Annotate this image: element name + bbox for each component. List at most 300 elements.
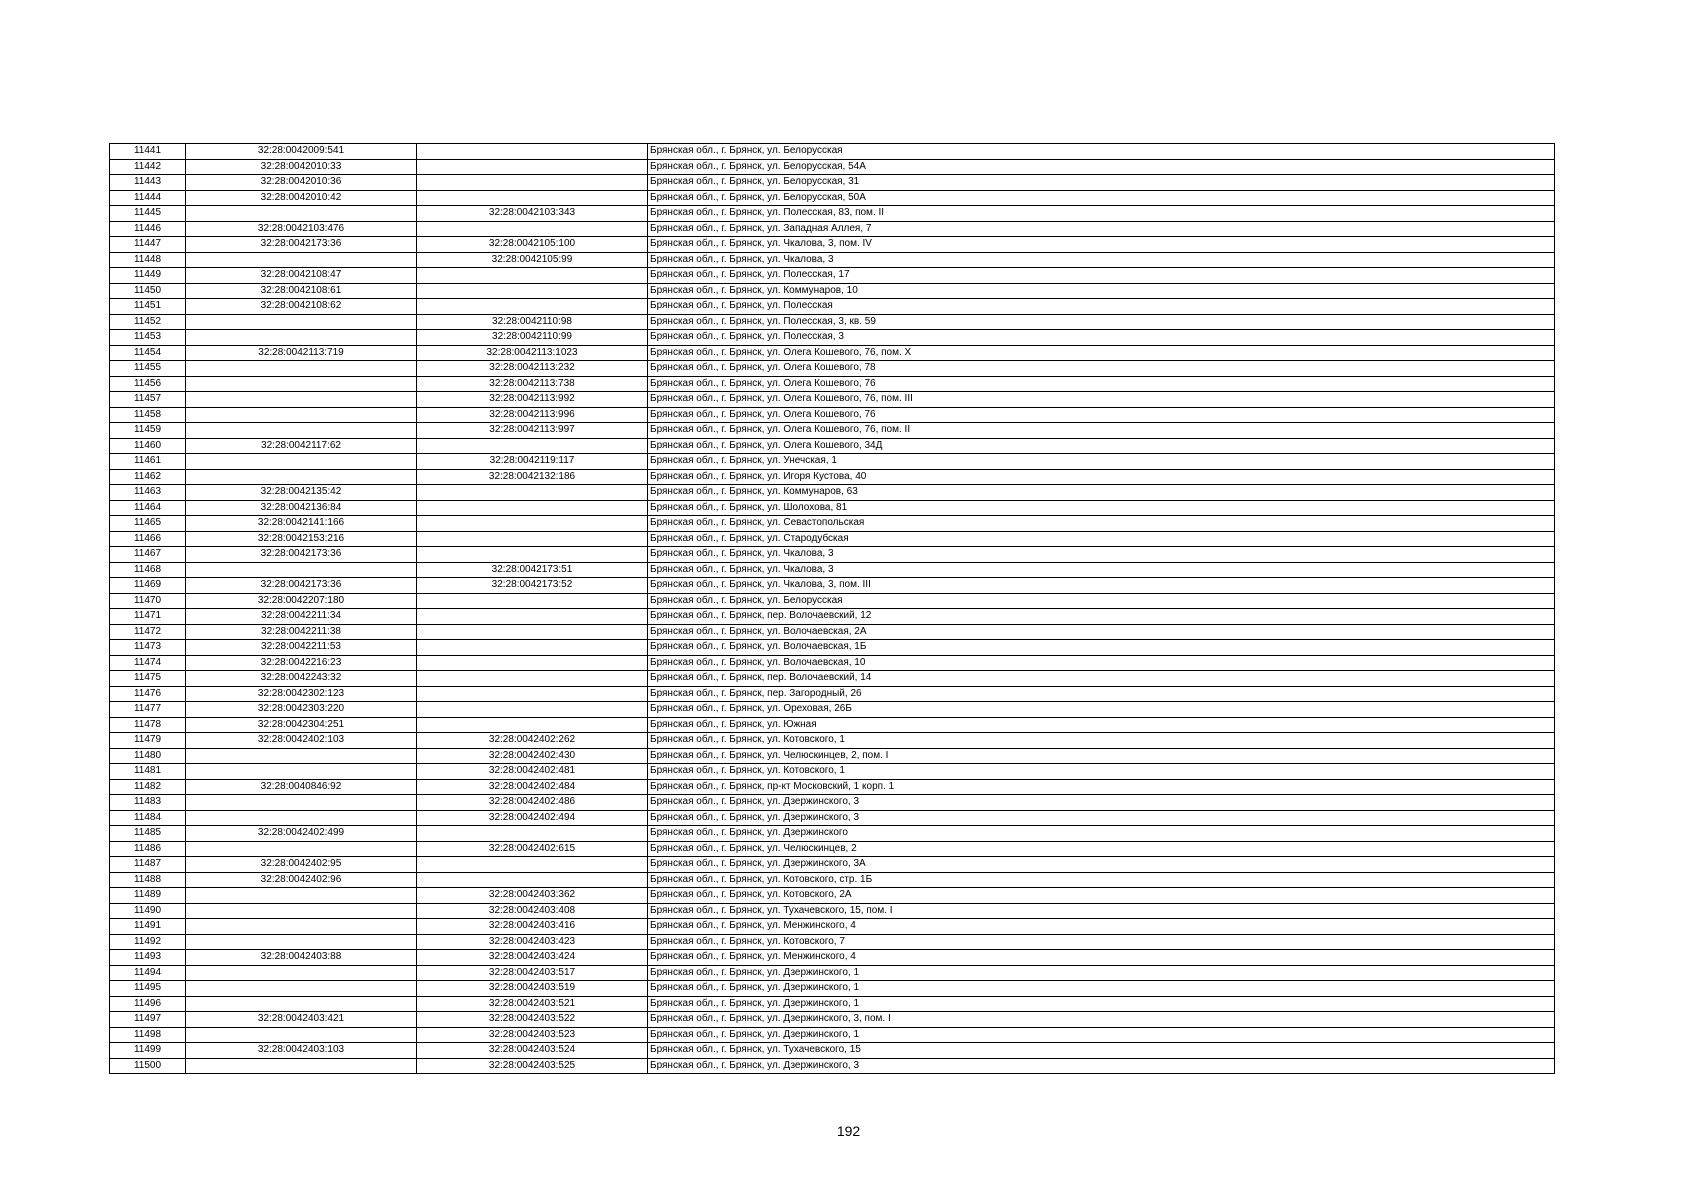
row-number-cell: 11466 xyxy=(110,531,186,547)
row-number-cell: 11446 xyxy=(110,221,186,237)
address-cell: Брянская обл., г. Брянск, ул. Белорусская xyxy=(648,593,1555,609)
table-row xyxy=(110,485,1555,501)
table-row xyxy=(110,516,1555,532)
table-row xyxy=(110,469,1555,485)
cadastral-number-cell xyxy=(186,748,417,764)
related-cadastral-number-cell: 32:28:0042402:430 xyxy=(417,748,648,764)
related-cadastral-number-cell: 32:28:0042113:992 xyxy=(417,392,648,408)
table-row xyxy=(110,950,1555,966)
cadastral-number-cell: 32:28:0042108:62 xyxy=(186,299,417,315)
related-cadastral-number-cell: 32:28:0042402:486 xyxy=(417,795,648,811)
address-cell: Брянская обл., г. Брянск, ул. Чкалова, 3 xyxy=(648,562,1555,578)
table-row xyxy=(110,919,1555,935)
row-number-cell: 11445 xyxy=(110,206,186,222)
cadastral-number-cell: 32:28:0042108:47 xyxy=(186,268,417,284)
table-row xyxy=(110,438,1555,454)
address-cell: Брянская обл., г. Брянск, ул. Тухачевского, 15 xyxy=(648,1043,1555,1059)
table-row xyxy=(110,1043,1555,1059)
address-cell: Брянская обл., г. Брянск, ул. Чкалова, 3 xyxy=(648,547,1555,563)
row-number-cell: 11441 xyxy=(110,144,186,160)
table-row xyxy=(110,779,1555,795)
table-row xyxy=(110,578,1555,594)
related-cadastral-number-cell: 32:28:0042403:522 xyxy=(417,1012,648,1028)
address-cell: Брянская обл., г. Брянск, ул. Чкалова, 3, пом. III xyxy=(648,578,1555,594)
cadastral-number-cell: 32:28:0042303:220 xyxy=(186,702,417,718)
cadastral-number-cell: 32:28:0042103:476 xyxy=(186,221,417,237)
cadastral-number-cell: 32:28:0042402:95 xyxy=(186,857,417,873)
row-number-cell: 11484 xyxy=(110,810,186,826)
cadastral-number-cell xyxy=(186,965,417,981)
related-cadastral-number-cell: 32:28:0042173:52 xyxy=(417,578,648,594)
cadastral-number-cell: 32:28:0042141:166 xyxy=(186,516,417,532)
cadastral-number-cell xyxy=(186,764,417,780)
cadastral-number-cell xyxy=(186,206,417,222)
address-cell: Брянская обл., г. Брянск, ул. Менжинского, 4 xyxy=(648,950,1555,966)
related-cadastral-number-cell: 32:28:0042403:424 xyxy=(417,950,648,966)
table-row xyxy=(110,640,1555,656)
address-cell: Брянская обл., г. Брянск, ул. Дзержинского, 3, пом. I xyxy=(648,1012,1555,1028)
address-cell: Брянская обл., г. Брянск, ул. Дзержинского xyxy=(648,826,1555,842)
address-cell: Брянская обл., г. Брянск, пер. Загородный, 26 xyxy=(648,686,1555,702)
row-number-cell: 11480 xyxy=(110,748,186,764)
address-cell: Брянская обл., г. Брянск, ул. Дзержинского, 3А xyxy=(648,857,1555,873)
related-cadastral-number-cell xyxy=(417,438,648,454)
related-cadastral-number-cell: 32:28:0042110:98 xyxy=(417,314,648,330)
related-cadastral-number-cell xyxy=(417,547,648,563)
row-number-cell: 11450 xyxy=(110,283,186,299)
address-cell: Брянская обл., г. Брянск, ул. Дзержинского, 3 xyxy=(648,810,1555,826)
table-row xyxy=(110,996,1555,1012)
address-cell: Брянская обл., г. Брянск, ул. Челюскинцев, 2, пом. I xyxy=(648,748,1555,764)
table-row xyxy=(110,314,1555,330)
related-cadastral-number-cell xyxy=(417,593,648,609)
cadastral-number-cell: 32:28:0042403:103 xyxy=(186,1043,417,1059)
table-row xyxy=(110,593,1555,609)
cadastral-number-cell xyxy=(186,841,417,857)
address-cell: Брянская обл., г. Брянск, ул. Волочаевская, 10 xyxy=(648,655,1555,671)
related-cadastral-number-cell: 32:28:0042403:517 xyxy=(417,965,648,981)
row-number-cell: 11465 xyxy=(110,516,186,532)
related-cadastral-number-cell: 32:28:0042105:100 xyxy=(417,237,648,253)
address-cell: Брянская обл., г. Брянск, пер. Волочаевский, 14 xyxy=(648,671,1555,687)
row-number-cell: 11454 xyxy=(110,345,186,361)
related-cadastral-number-cell xyxy=(417,500,648,516)
row-number-cell: 11470 xyxy=(110,593,186,609)
related-cadastral-number-cell xyxy=(417,826,648,842)
table-row xyxy=(110,764,1555,780)
address-cell: Брянская обл., г. Брянск, ул. Котовского, 7 xyxy=(648,934,1555,950)
related-cadastral-number-cell: 32:28:0042402:484 xyxy=(417,779,648,795)
cadastral-number-cell xyxy=(186,330,417,346)
cadastral-number-cell: 32:28:0042009:541 xyxy=(186,144,417,160)
row-number-cell: 11498 xyxy=(110,1027,186,1043)
address-cell: Брянская обл., г. Брянск, ул. Олега Кошевого, 76, пом. X xyxy=(648,345,1555,361)
cadastral-number-cell xyxy=(186,361,417,377)
row-number-cell: 11469 xyxy=(110,578,186,594)
table-row xyxy=(110,686,1555,702)
table-row xyxy=(110,423,1555,439)
row-number-cell: 11491 xyxy=(110,919,186,935)
related-cadastral-number-cell: 32:28:0042402:262 xyxy=(417,733,648,749)
row-number-cell: 11496 xyxy=(110,996,186,1012)
cadastral-number-cell: 32:28:0042302:123 xyxy=(186,686,417,702)
related-cadastral-number-cell xyxy=(417,159,648,175)
related-cadastral-number-cell: 32:28:0042113:996 xyxy=(417,407,648,423)
row-number-cell: 11448 xyxy=(110,252,186,268)
related-cadastral-number-cell: 32:28:0042105:99 xyxy=(417,252,648,268)
row-number-cell: 11442 xyxy=(110,159,186,175)
related-cadastral-number-cell xyxy=(417,175,648,191)
table-row xyxy=(110,795,1555,811)
cadastral-number-cell xyxy=(186,252,417,268)
related-cadastral-number-cell xyxy=(417,671,648,687)
cadastral-number-cell: 32:28:0042216:23 xyxy=(186,655,417,671)
row-number-cell: 11500 xyxy=(110,1058,186,1074)
cadastral-number-cell: 32:28:0042243:32 xyxy=(186,671,417,687)
related-cadastral-number-cell: 32:28:0042402:481 xyxy=(417,764,648,780)
related-cadastral-number-cell xyxy=(417,624,648,640)
table-row xyxy=(110,733,1555,749)
address-cell: Брянская обл., г. Брянск, ул. Олега Кошевого, 76 xyxy=(648,376,1555,392)
address-cell: Брянская обл., г. Брянск, пер. Волочаевский, 12 xyxy=(648,609,1555,625)
row-number-cell: 11468 xyxy=(110,562,186,578)
address-cell: Брянская обл., г. Брянск, ул. Коммунаров, 63 xyxy=(648,485,1555,501)
cadastral-number-cell xyxy=(186,562,417,578)
address-cell: Брянская обл., г. Брянск, ул. Дзержинского, 1 xyxy=(648,981,1555,997)
table-row xyxy=(110,376,1555,392)
table-row xyxy=(110,531,1555,547)
address-cell: Брянская обл., г. Брянск, ул. Тухачевского, 15, пом. I xyxy=(648,903,1555,919)
cadastral-number-cell xyxy=(186,903,417,919)
cadastral-number-cell xyxy=(186,919,417,935)
row-number-cell: 11444 xyxy=(110,190,186,206)
table-row xyxy=(110,500,1555,516)
row-number-cell: 11455 xyxy=(110,361,186,377)
row-number-cell: 11488 xyxy=(110,872,186,888)
cadastral-number-cell: 32:28:0042211:38 xyxy=(186,624,417,640)
table-row xyxy=(110,206,1555,222)
cadastral-number-cell xyxy=(186,376,417,392)
related-cadastral-number-cell xyxy=(417,655,648,671)
table-row xyxy=(110,1012,1555,1028)
table-row xyxy=(110,175,1555,191)
row-number-cell: 11490 xyxy=(110,903,186,919)
cadastral-number-cell xyxy=(186,454,417,470)
table-row xyxy=(110,221,1555,237)
table-row xyxy=(110,1058,1555,1074)
row-number-cell: 11467 xyxy=(110,547,186,563)
row-number-cell: 11475 xyxy=(110,671,186,687)
related-cadastral-number-cell: 32:28:0042403:423 xyxy=(417,934,648,950)
address-cell: Брянская обл., г. Брянск, ул. Полесская, 3 xyxy=(648,330,1555,346)
address-cell: Брянская обл., г. Брянск, ул. Западная Аллея, 7 xyxy=(648,221,1555,237)
table-row xyxy=(110,299,1555,315)
cadastral-number-cell xyxy=(186,934,417,950)
address-cell: Брянская обл., г. Брянск, ул. Ореховая, 26Б xyxy=(648,702,1555,718)
address-cell: Брянская обл., г. Брянск, ул. Олега Кошевого, 34Д xyxy=(648,438,1555,454)
table-row xyxy=(110,345,1555,361)
address-cell: Брянская обл., г. Брянск, ул. Полесская xyxy=(648,299,1555,315)
related-cadastral-number-cell: 32:28:0042173:51 xyxy=(417,562,648,578)
row-number-cell: 11453 xyxy=(110,330,186,346)
cadastral-number-cell xyxy=(186,1027,417,1043)
row-number-cell: 11494 xyxy=(110,965,186,981)
address-cell: Брянская обл., г. Брянск, ул. Котовского, стр. 1Б xyxy=(648,872,1555,888)
cadastral-number-cell: 32:28:0042403:421 xyxy=(186,1012,417,1028)
table-row xyxy=(110,841,1555,857)
related-cadastral-number-cell: 32:28:0042113:997 xyxy=(417,423,648,439)
address-cell: Брянская обл., г. Брянск, ул. Белорусская xyxy=(648,144,1555,160)
address-cell: Брянская обл., г. Брянск, ул. Полесская, 83, пом. II xyxy=(648,206,1555,222)
registry-table xyxy=(109,143,1555,1074)
table-row xyxy=(110,1027,1555,1043)
cadastral-number-cell: 32:28:0042402:96 xyxy=(186,872,417,888)
address-cell: Брянская обл., г. Брянск, ул. Севастопольская xyxy=(648,516,1555,532)
table-row xyxy=(110,190,1555,206)
related-cadastral-number-cell xyxy=(417,857,648,873)
row-number-cell: 11489 xyxy=(110,888,186,904)
cadastral-number-cell xyxy=(186,314,417,330)
table-row xyxy=(110,717,1555,733)
row-number-cell: 11457 xyxy=(110,392,186,408)
row-number-cell: 11464 xyxy=(110,500,186,516)
row-number-cell: 11493 xyxy=(110,950,186,966)
table-row xyxy=(110,903,1555,919)
related-cadastral-number-cell xyxy=(417,531,648,547)
table-row xyxy=(110,392,1555,408)
table-row xyxy=(110,547,1555,563)
related-cadastral-number-cell xyxy=(417,702,648,718)
related-cadastral-number-cell: 32:28:0042403:362 xyxy=(417,888,648,904)
related-cadastral-number-cell: 32:28:0042113:1023 xyxy=(417,345,648,361)
address-cell: Брянская обл., г. Брянск, ул. Олега Кошевого, 76, пом. III xyxy=(648,392,1555,408)
cadastral-number-cell xyxy=(186,810,417,826)
table-row xyxy=(110,888,1555,904)
cadastral-number-cell xyxy=(186,996,417,1012)
table-row xyxy=(110,826,1555,842)
related-cadastral-number-cell xyxy=(417,872,648,888)
row-number-cell: 11482 xyxy=(110,779,186,795)
row-number-cell: 11487 xyxy=(110,857,186,873)
related-cadastral-number-cell xyxy=(417,717,648,733)
related-cadastral-number-cell xyxy=(417,640,648,656)
address-cell: Брянская обл., г. Брянск, ул. Дзержинского, 1 xyxy=(648,996,1555,1012)
cadastral-number-cell: 32:28:0042211:53 xyxy=(186,640,417,656)
table-row xyxy=(110,934,1555,950)
cadastral-number-cell: 32:28:0042010:42 xyxy=(186,190,417,206)
address-cell: Брянская обл., г. Брянск, ул. Дзержинского, 1 xyxy=(648,965,1555,981)
table-row xyxy=(110,624,1555,640)
address-cell: Брянская обл., г. Брянск, ул. Олега Кошевого, 76 xyxy=(648,407,1555,423)
cadastral-number-cell: 32:28:0042010:33 xyxy=(186,159,417,175)
table-row xyxy=(110,252,1555,268)
row-number-cell: 11499 xyxy=(110,1043,186,1059)
related-cadastral-number-cell xyxy=(417,221,648,237)
table-row xyxy=(110,330,1555,346)
row-number-cell: 11497 xyxy=(110,1012,186,1028)
table-row xyxy=(110,159,1555,175)
row-number-cell: 11462 xyxy=(110,469,186,485)
address-cell: Брянская обл., г. Брянск, ул. Челюскинцев, 2 xyxy=(648,841,1555,857)
related-cadastral-number-cell: 32:28:0042119:117 xyxy=(417,454,648,470)
table-row xyxy=(110,965,1555,981)
table-row xyxy=(110,562,1555,578)
address-cell: Брянская обл., г. Брянск, ул. Котовского, 1 xyxy=(648,733,1555,749)
cadastral-number-cell xyxy=(186,888,417,904)
row-number-cell: 11451 xyxy=(110,299,186,315)
table-row xyxy=(110,144,1555,160)
cadastral-number-cell xyxy=(186,392,417,408)
related-cadastral-number-cell: 32:28:0042402:494 xyxy=(417,810,648,826)
cadastral-number-cell: 32:28:0042211:34 xyxy=(186,609,417,625)
related-cadastral-number-cell: 32:28:0042403:521 xyxy=(417,996,648,1012)
address-cell: Брянская обл., г. Брянск, ул. Шолохова, 81 xyxy=(648,500,1555,516)
cadastral-number-cell: 32:28:0042108:61 xyxy=(186,283,417,299)
row-number-cell: 11458 xyxy=(110,407,186,423)
address-cell: Брянская обл., г. Брянск, ул. Котовского, 2А xyxy=(648,888,1555,904)
address-cell: Брянская обл., г. Брянск, ул. Олега Кошевого, 76, пом. II xyxy=(648,423,1555,439)
row-number-cell: 11481 xyxy=(110,764,186,780)
row-number-cell: 11485 xyxy=(110,826,186,842)
address-cell: Брянская обл., г. Брянск, ул. Менжинского, 4 xyxy=(648,919,1555,935)
table-row xyxy=(110,872,1555,888)
row-number-cell: 11452 xyxy=(110,314,186,330)
row-number-cell: 11472 xyxy=(110,624,186,640)
related-cadastral-number-cell xyxy=(417,144,648,160)
related-cadastral-number-cell xyxy=(417,609,648,625)
cadastral-number-cell: 32:28:0040846:92 xyxy=(186,779,417,795)
cadastral-number-cell: 32:28:0042153:216 xyxy=(186,531,417,547)
related-cadastral-number-cell xyxy=(417,268,648,284)
table-row xyxy=(110,407,1555,423)
cadastral-number-cell xyxy=(186,423,417,439)
address-cell: Брянская обл., г. Брянск, ул. Чкалова, 3 xyxy=(648,252,1555,268)
table-row xyxy=(110,857,1555,873)
related-cadastral-number-cell: 32:28:0042402:615 xyxy=(417,841,648,857)
cadastral-number-cell: 32:28:0042207:180 xyxy=(186,593,417,609)
related-cadastral-number-cell: 32:28:0042113:738 xyxy=(417,376,648,392)
row-number-cell: 11447 xyxy=(110,237,186,253)
page-number: 192 xyxy=(836,1123,861,1139)
address-cell: Брянская обл., г. Брянск, ул. Дзержинского, 3 xyxy=(648,795,1555,811)
row-number-cell: 11449 xyxy=(110,268,186,284)
address-cell: Брянская обл., г. Брянск, ул. Котовского, 1 xyxy=(648,764,1555,780)
cadastral-number-cell: 32:28:0042173:36 xyxy=(186,237,417,253)
table-row xyxy=(110,283,1555,299)
cadastral-number-cell xyxy=(186,1058,417,1074)
row-number-cell: 11474 xyxy=(110,655,186,671)
related-cadastral-number-cell: 32:28:0042403:408 xyxy=(417,903,648,919)
address-cell: Брянская обл., г. Брянск, ул. Коммунаров, 10 xyxy=(648,283,1555,299)
row-number-cell: 11456 xyxy=(110,376,186,392)
related-cadastral-number-cell: 32:28:0042403:519 xyxy=(417,981,648,997)
address-cell: Брянская обл., г. Брянск, ул. Стародубская xyxy=(648,531,1555,547)
row-number-cell: 11479 xyxy=(110,733,186,749)
related-cadastral-number-cell: 32:28:0042113:232 xyxy=(417,361,648,377)
related-cadastral-number-cell xyxy=(417,299,648,315)
cadastral-number-cell: 32:28:0042113:719 xyxy=(186,345,417,361)
related-cadastral-number-cell: 32:28:0042110:99 xyxy=(417,330,648,346)
related-cadastral-number-cell xyxy=(417,516,648,532)
address-cell: Брянская обл., г. Брянск, пр-кт Московский, 1 корп. 1 xyxy=(648,779,1555,795)
registry-table-body xyxy=(110,144,1555,1074)
table-row xyxy=(110,981,1555,997)
address-cell: Брянская обл., г. Брянск, ул. Белорусская, 31 xyxy=(648,175,1555,191)
address-cell: Брянская обл., г. Брянск, ул. Полесская, 3, кв. 59 xyxy=(648,314,1555,330)
related-cadastral-number-cell xyxy=(417,283,648,299)
related-cadastral-number-cell: 32:28:0042403:525 xyxy=(417,1058,648,1074)
table-row xyxy=(110,671,1555,687)
table-row xyxy=(110,454,1555,470)
cadastral-number-cell: 32:28:0042304:251 xyxy=(186,717,417,733)
cadastral-number-cell: 32:28:0042403:88 xyxy=(186,950,417,966)
row-number-cell: 11478 xyxy=(110,717,186,733)
cadastral-number-cell: 32:28:0042135:42 xyxy=(186,485,417,501)
related-cadastral-number-cell xyxy=(417,686,648,702)
related-cadastral-number-cell: 32:28:0042403:524 xyxy=(417,1043,648,1059)
table-row xyxy=(110,655,1555,671)
address-cell: Брянская обл., г. Брянск, ул. Дзержинского, 3 xyxy=(648,1058,1555,1074)
address-cell: Брянская обл., г. Брянск, ул. Белорусская, 54А xyxy=(648,159,1555,175)
table-row xyxy=(110,268,1555,284)
table-row xyxy=(110,810,1555,826)
row-number-cell: 11476 xyxy=(110,686,186,702)
cadastral-number-cell: 32:28:0042136:84 xyxy=(186,500,417,516)
related-cadastral-number-cell: 32:28:0042403:523 xyxy=(417,1027,648,1043)
address-cell: Брянская обл., г. Брянск, ул. Белорусская, 50А xyxy=(648,190,1555,206)
related-cadastral-number-cell: 32:28:0042132:186 xyxy=(417,469,648,485)
cadastral-number-cell: 32:28:0042117:62 xyxy=(186,438,417,454)
address-cell: Брянская обл., г. Брянск, ул. Чкалова, 3, пом. IV xyxy=(648,237,1555,253)
table-row xyxy=(110,702,1555,718)
cadastral-number-cell xyxy=(186,795,417,811)
cadastral-number-cell: 32:28:0042173:36 xyxy=(186,578,417,594)
row-number-cell: 11461 xyxy=(110,454,186,470)
cadastral-number-cell: 32:28:0042173:36 xyxy=(186,547,417,563)
cadastral-number-cell: 32:28:0042402:103 xyxy=(186,733,417,749)
row-number-cell: 11477 xyxy=(110,702,186,718)
related-cadastral-number-cell: 32:28:0042403:416 xyxy=(417,919,648,935)
cadastral-number-cell xyxy=(186,407,417,423)
related-cadastral-number-cell xyxy=(417,190,648,206)
table-row xyxy=(110,748,1555,764)
row-number-cell: 11459 xyxy=(110,423,186,439)
row-number-cell: 11473 xyxy=(110,640,186,656)
related-cadastral-number-cell: 32:28:0042103:343 xyxy=(417,206,648,222)
table-row xyxy=(110,237,1555,253)
address-cell: Брянская обл., г. Брянск, ул. Олега Кошевого, 78 xyxy=(648,361,1555,377)
row-number-cell: 11463 xyxy=(110,485,186,501)
row-number-cell: 11486 xyxy=(110,841,186,857)
table-row xyxy=(110,361,1555,377)
address-cell: Брянская обл., г. Брянск, ул. Южная xyxy=(648,717,1555,733)
address-cell: Брянская обл., г. Брянск, ул. Дзержинского, 1 xyxy=(648,1027,1555,1043)
row-number-cell: 11460 xyxy=(110,438,186,454)
cadastral-number-cell xyxy=(186,469,417,485)
cadastral-number-cell: 32:28:0042010:36 xyxy=(186,175,417,191)
row-number-cell: 11471 xyxy=(110,609,186,625)
address-cell: Брянская обл., г. Брянск, ул. Унечская, 1 xyxy=(648,454,1555,470)
row-number-cell: 11495 xyxy=(110,981,186,997)
address-cell: Брянская обл., г. Брянск, ул. Волочаевская, 1Б xyxy=(648,640,1555,656)
related-cadastral-number-cell xyxy=(417,485,648,501)
address-cell: Брянская обл., г. Брянск, ул. Полесская, 17 xyxy=(648,268,1555,284)
address-cell: Брянская обл., г. Брянск, ул. Волочаевская, 2А xyxy=(648,624,1555,640)
row-number-cell: 11443 xyxy=(110,175,186,191)
cadastral-number-cell xyxy=(186,981,417,997)
row-number-cell: 11483 xyxy=(110,795,186,811)
address-cell: Брянская обл., г. Брянск, ул. Игоря Кустова, 40 xyxy=(648,469,1555,485)
